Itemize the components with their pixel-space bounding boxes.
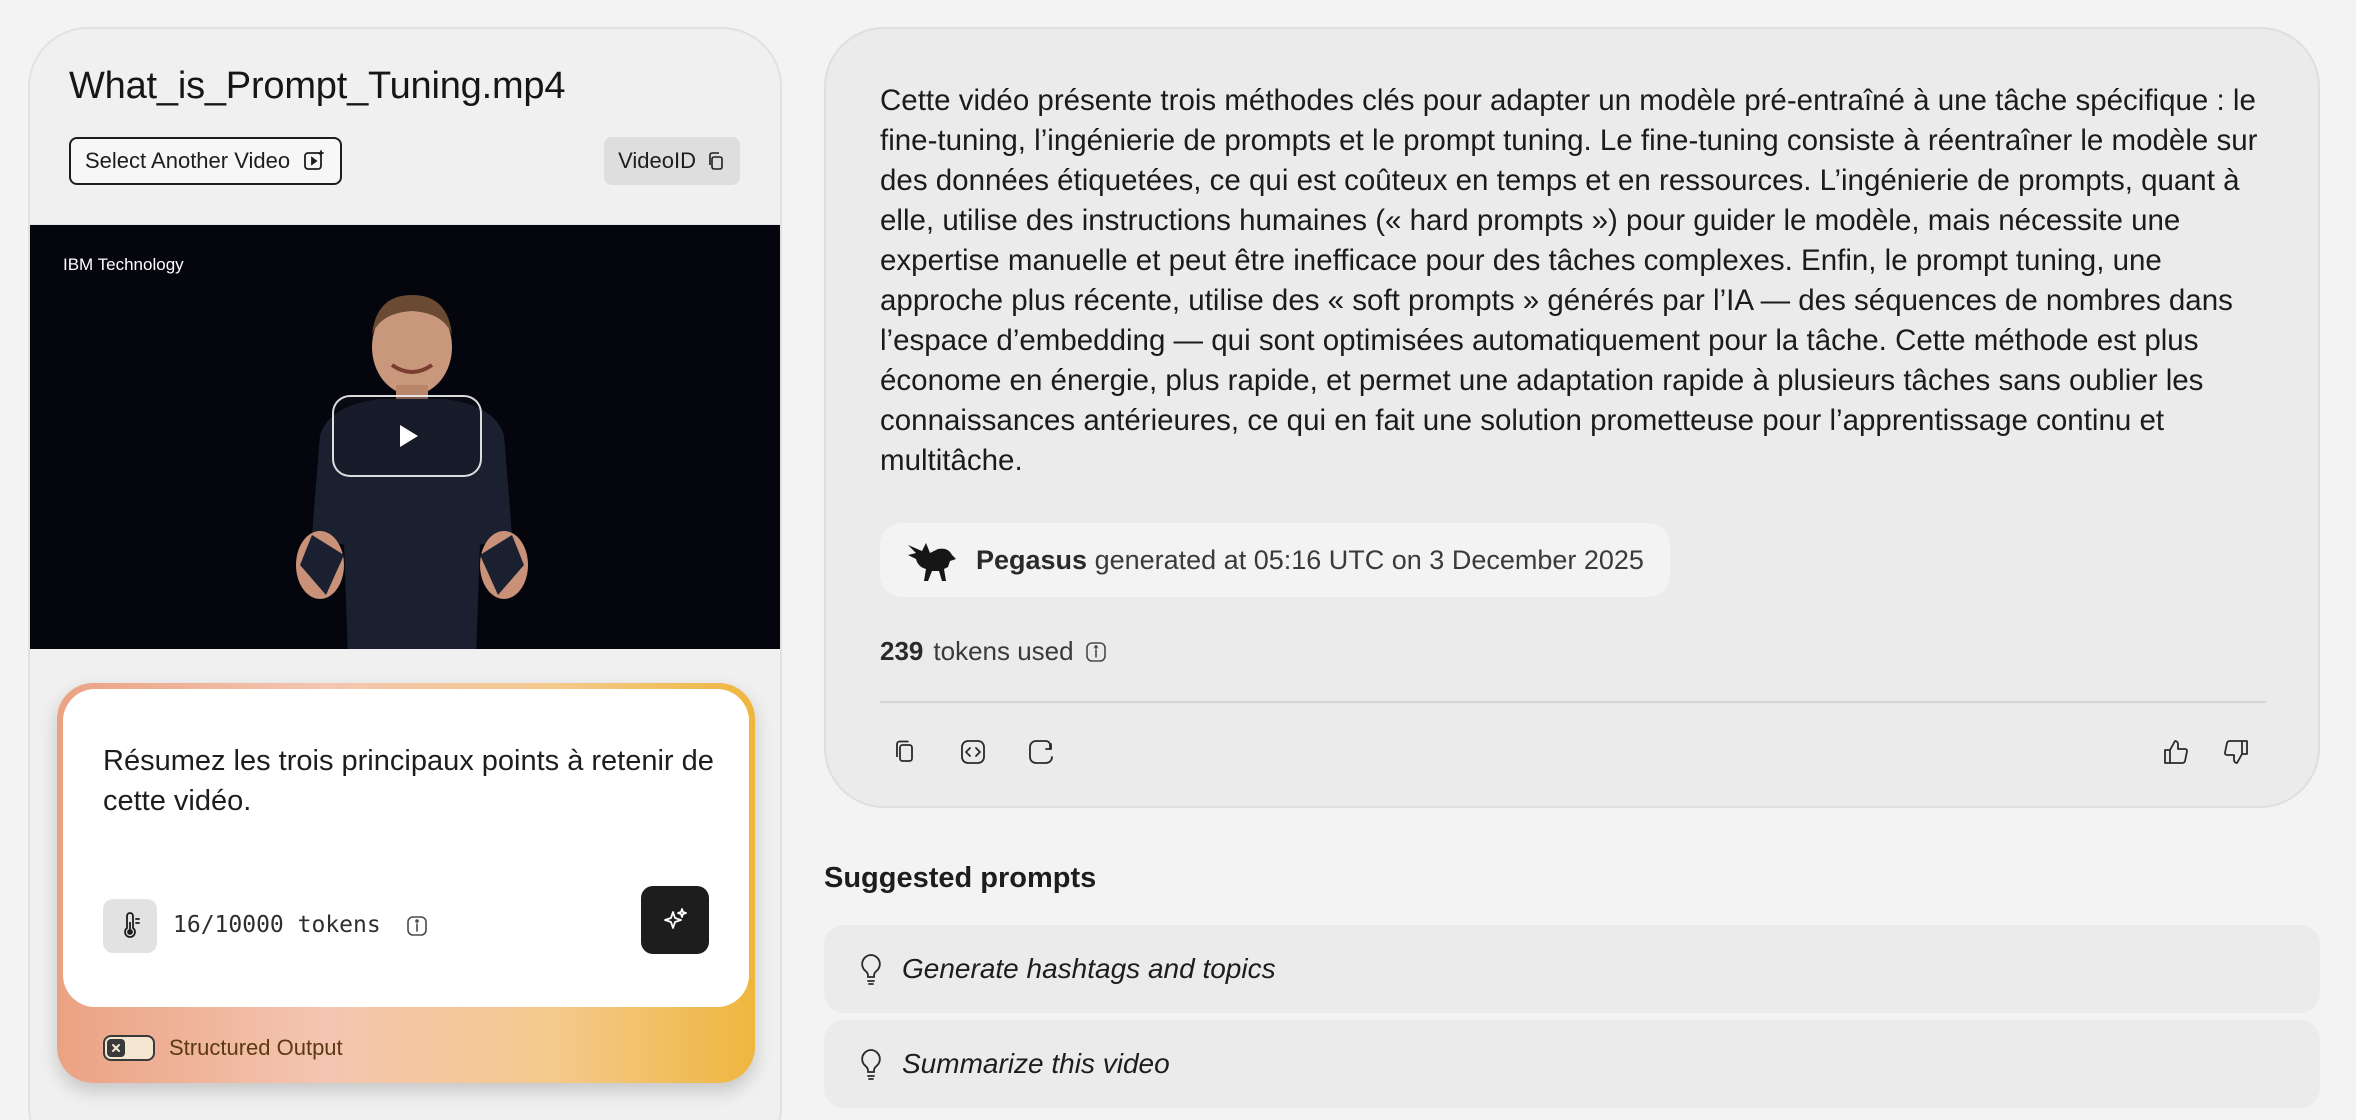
select-another-video-label: Select Another Video xyxy=(85,148,291,173)
video-panel xyxy=(28,27,782,1120)
sparkle-icon xyxy=(661,906,689,934)
prompt-textarea[interactable]: Résumez les trois principaux points à retenir de cette vidéo. xyxy=(103,745,714,817)
copy-response-button[interactable] xyxy=(888,735,922,769)
video-switch-icon xyxy=(302,149,326,173)
toggle-knob xyxy=(107,1039,125,1057)
generated-timestamp: generated at 05:16 UTC on 3 December 2025 xyxy=(1094,544,1644,575)
thumbs-down-icon xyxy=(2221,737,2251,767)
prompt-card xyxy=(57,683,755,1083)
code-embed-icon xyxy=(958,737,988,767)
info-icon[interactable] xyxy=(405,914,429,938)
response-divider xyxy=(880,701,2266,703)
play-button[interactable] xyxy=(332,395,482,477)
lightbulb-icon xyxy=(856,1047,886,1081)
suggested-prompt-label: Generate hashtags and topics xyxy=(902,953,1276,984)
thumbs-up-button[interactable] xyxy=(2159,735,2193,769)
suggested-prompts-heading: Suggested prompts xyxy=(824,862,1097,894)
tokens-used-number: 239 xyxy=(880,636,924,666)
thermometer-icon xyxy=(116,912,144,940)
thumbs-up-icon xyxy=(2161,737,2191,767)
suggested-prompt-label: Summarize this video xyxy=(902,1048,1170,1079)
select-another-video-button[interactable] xyxy=(69,137,342,185)
videoid-label: VideoID xyxy=(618,148,696,173)
prompt-input-area[interactable] xyxy=(63,689,749,1007)
video-watermark: IBM Technology xyxy=(63,255,184,274)
thumbs-down-button[interactable] xyxy=(2219,735,2253,769)
refresh-icon xyxy=(1026,737,1056,767)
structured-output-toggle[interactable] xyxy=(103,1035,155,1061)
video-title: What_is_Prompt_Tuning.mp4 xyxy=(69,65,566,107)
copy-icon xyxy=(890,737,920,767)
tokens-used-label: tokens used xyxy=(933,636,1074,666)
videoid-copy-button[interactable] xyxy=(604,137,740,185)
model-badge xyxy=(880,523,1670,597)
play-icon xyxy=(392,421,422,451)
close-icon xyxy=(110,1042,122,1054)
structured-output-label: Structured Output xyxy=(169,1035,343,1060)
video-player[interactable] xyxy=(30,225,782,649)
response-text: Cette vidéo présente trois méthodes clés pour adapter un modèle pré-entraîné à une tâche spécifique : le fine-tuning, l’ingénierie de prompts et le prompt tuning. Le fine-tuning consiste à réentraîner le modèle sur des données étiquetées, ce qui est coûteux en temps et en ressources. L’ingénierie de prompts, quant à elle, utilise des instructions humaines (« hard prompts ») pour guider le modèle, mais nécessite une expertise manuelle et peut être inefficace pour des tâches complexes. Enfin, le prompt tuning, une approche plus récente, utilise des « soft prompts » générés par l’IA — des séquences de nombres dans l’espace d’embedding — qui sont optimisées automatiquement pour la tâche. Cette méthode est plus économe en énergie, plus rapide, et permet une adaptation rapide à plusieurs tâches sans oublier les connaissances antérieures, ce qui en fait une solution prometteuse pour l’apprentissage continu et multitâche. xyxy=(880,84,2258,477)
temperature-button[interactable] xyxy=(103,899,157,953)
model-name: Pegasus xyxy=(976,544,1088,575)
copy-icon xyxy=(706,151,726,171)
regenerate-button[interactable] xyxy=(1024,735,1058,769)
generate-button[interactable] xyxy=(641,886,709,954)
pegasus-logo-icon xyxy=(904,537,958,583)
embed-code-button[interactable] xyxy=(956,735,990,769)
response-card xyxy=(824,27,2320,808)
tokens-used xyxy=(880,636,1108,667)
suggested-prompt-item[interactable] xyxy=(824,925,2320,1013)
info-icon[interactable] xyxy=(1084,640,1108,664)
lightbulb-icon xyxy=(856,952,886,986)
suggested-prompt-item[interactable] xyxy=(824,1020,2320,1108)
prompt-token-count: 16/10000 tokens xyxy=(173,912,381,938)
